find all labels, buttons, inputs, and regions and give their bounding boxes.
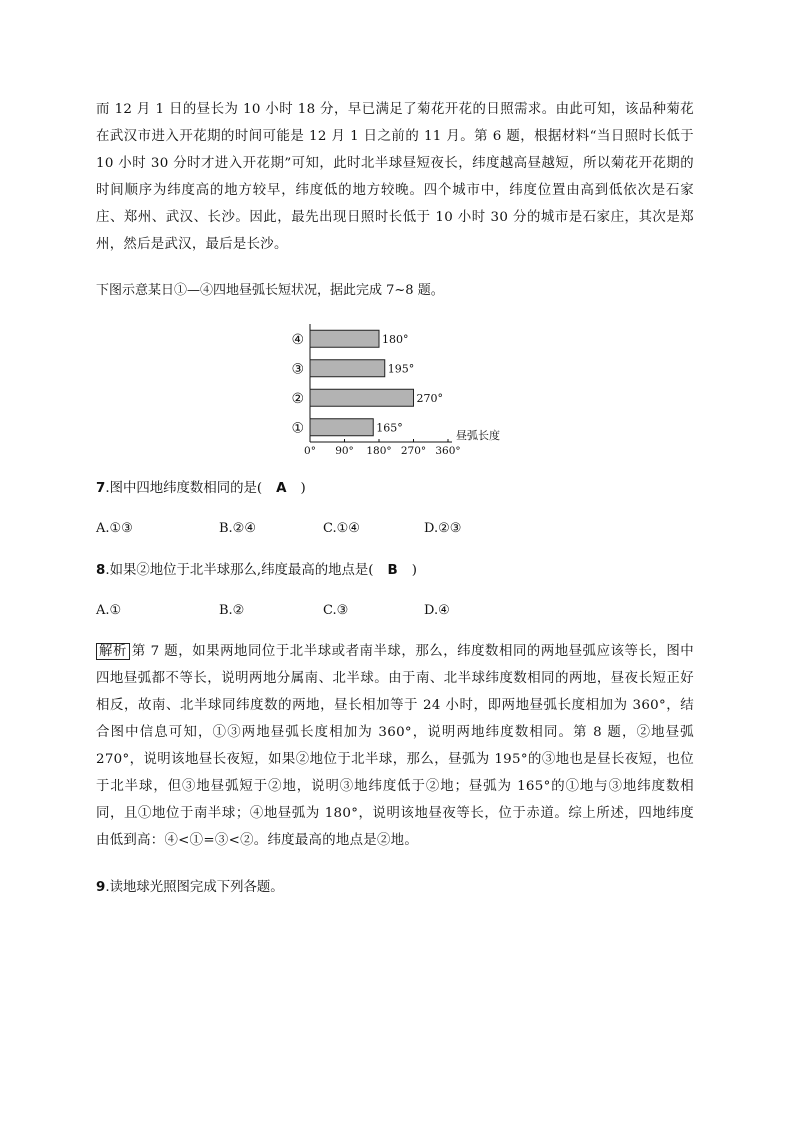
bar-value-label: 195° <box>387 362 415 376</box>
question-8: 8.如果②地位于北半球那么,纬度最高的地点是( B ) <box>96 563 417 578</box>
option-d: D.②③ <box>424 521 462 536</box>
answer: A <box>276 481 287 496</box>
analysis-paragraph <box>96 638 694 854</box>
category-label: ② <box>291 390 304 407</box>
x-axis-label: 昼弧长度 <box>456 429 500 442</box>
question-number: 8 <box>96 563 106 578</box>
question-number: 9 <box>96 880 106 895</box>
question-9: 9.读地球光照图完成下列各题。 <box>96 880 284 895</box>
option-a: A.①③ <box>96 521 133 536</box>
answer: B <box>387 563 398 578</box>
x-tick-label: 270° <box>400 445 427 457</box>
question-number: 7 <box>96 481 106 496</box>
analysis-text: 第 7 题，如果两地同位于北半球或者南半球，那么，纬度数相同的两地昼弧应该等长，图中四地昼弧都不等长，说明两地分属南、北半球。由于南、北半球纬度数相同的两地，昼夜长短正好相反，故南、北半球同纬度数的两地，昼长相加等于 24 小时，即两地昼弧长度相加为 360°，结合图中信息可知，①③两地昼弧长度相加为 360°，说明两地纬度数相同。第 8 题，②地昼弧 270°，说明该地昼长夜短，如果②地位于北半球，那么，昼弧为 195°的③地也是昼长夜短，也位于北半球，但③地昼弧短于②地，说明③地纬度低于②地；昼弧为 165°的①地与③地纬度数相同，且①地位于南半球；④地昼弧为 180°，说明该地昼夜等长，位于赤道。综上所述，四地纬度由低到高：④<①=③<②。纬度最高的地点是②地。 <box>96 644 694 848</box>
question-text: 图中四地纬度数相同的是( <box>109 481 263 496</box>
bar <box>310 330 379 347</box>
category-label: ③ <box>291 361 304 378</box>
x-tick-label: 0° <box>304 445 316 457</box>
question-text: 如果②地位于北半球那么,纬度最高的地点是( <box>109 563 374 578</box>
bar <box>310 419 373 436</box>
analysis-label: 解析 <box>96 643 130 660</box>
option-b: B.②④ <box>219 521 256 536</box>
bar <box>310 360 385 377</box>
option-c: C.③ <box>323 603 349 618</box>
option-c: C.①④ <box>323 521 360 536</box>
question-7: 7.图中四地纬度数相同的是( A ) <box>96 481 306 496</box>
question-close: ) <box>300 481 306 496</box>
option-b: B.② <box>219 603 245 618</box>
x-tick-label: 90° <box>335 445 354 457</box>
x-tick-label: 180° <box>366 445 392 457</box>
bar-value-label: 180° <box>382 332 409 346</box>
option-d: D.④ <box>424 603 450 618</box>
bar-value-label: 165° <box>376 421 403 435</box>
day-arc-chart <box>280 318 510 468</box>
bar-value-label: 270° <box>416 391 443 405</box>
figure-caption: 下图示意某日①—④四地昼弧长短状况，据此完成 7~8 题。 <box>96 283 444 298</box>
category-label: ④ <box>291 331 304 348</box>
question-text: 读地球光照图完成下列各题。 <box>109 880 284 895</box>
bar <box>310 389 414 406</box>
x-tick-label: 360° <box>435 445 461 457</box>
intro-paragraph: 而 12 月 1 日的昼长为 10 小时 18 分，早已满足了菊花开花的日照需求。由此可知，该品种菊花在武汉市进入开花期的时间可能是 12 月 1 日之前的 11 月。第 6 题，根据材料“当日照时长低于 10 小时 30 分时才进入开花期”可知，此时北半球昼短夜长，纬度越高昼越短，所以菊花开花期的时间顺序为纬度高的地方较早，纬度低的地方较晚。四个城市中，纬度位置由高到低依次是石家庄、郑州、武汉、长沙。因此，最先出现日照时长低于 10 小时 30 分的城市是石家庄，其次是郑州，然后是武汉，最后是长沙。 <box>96 102 694 252</box>
question-close: ) <box>411 563 417 578</box>
option-a: A.① <box>96 603 122 618</box>
category-label: ① <box>291 420 304 437</box>
